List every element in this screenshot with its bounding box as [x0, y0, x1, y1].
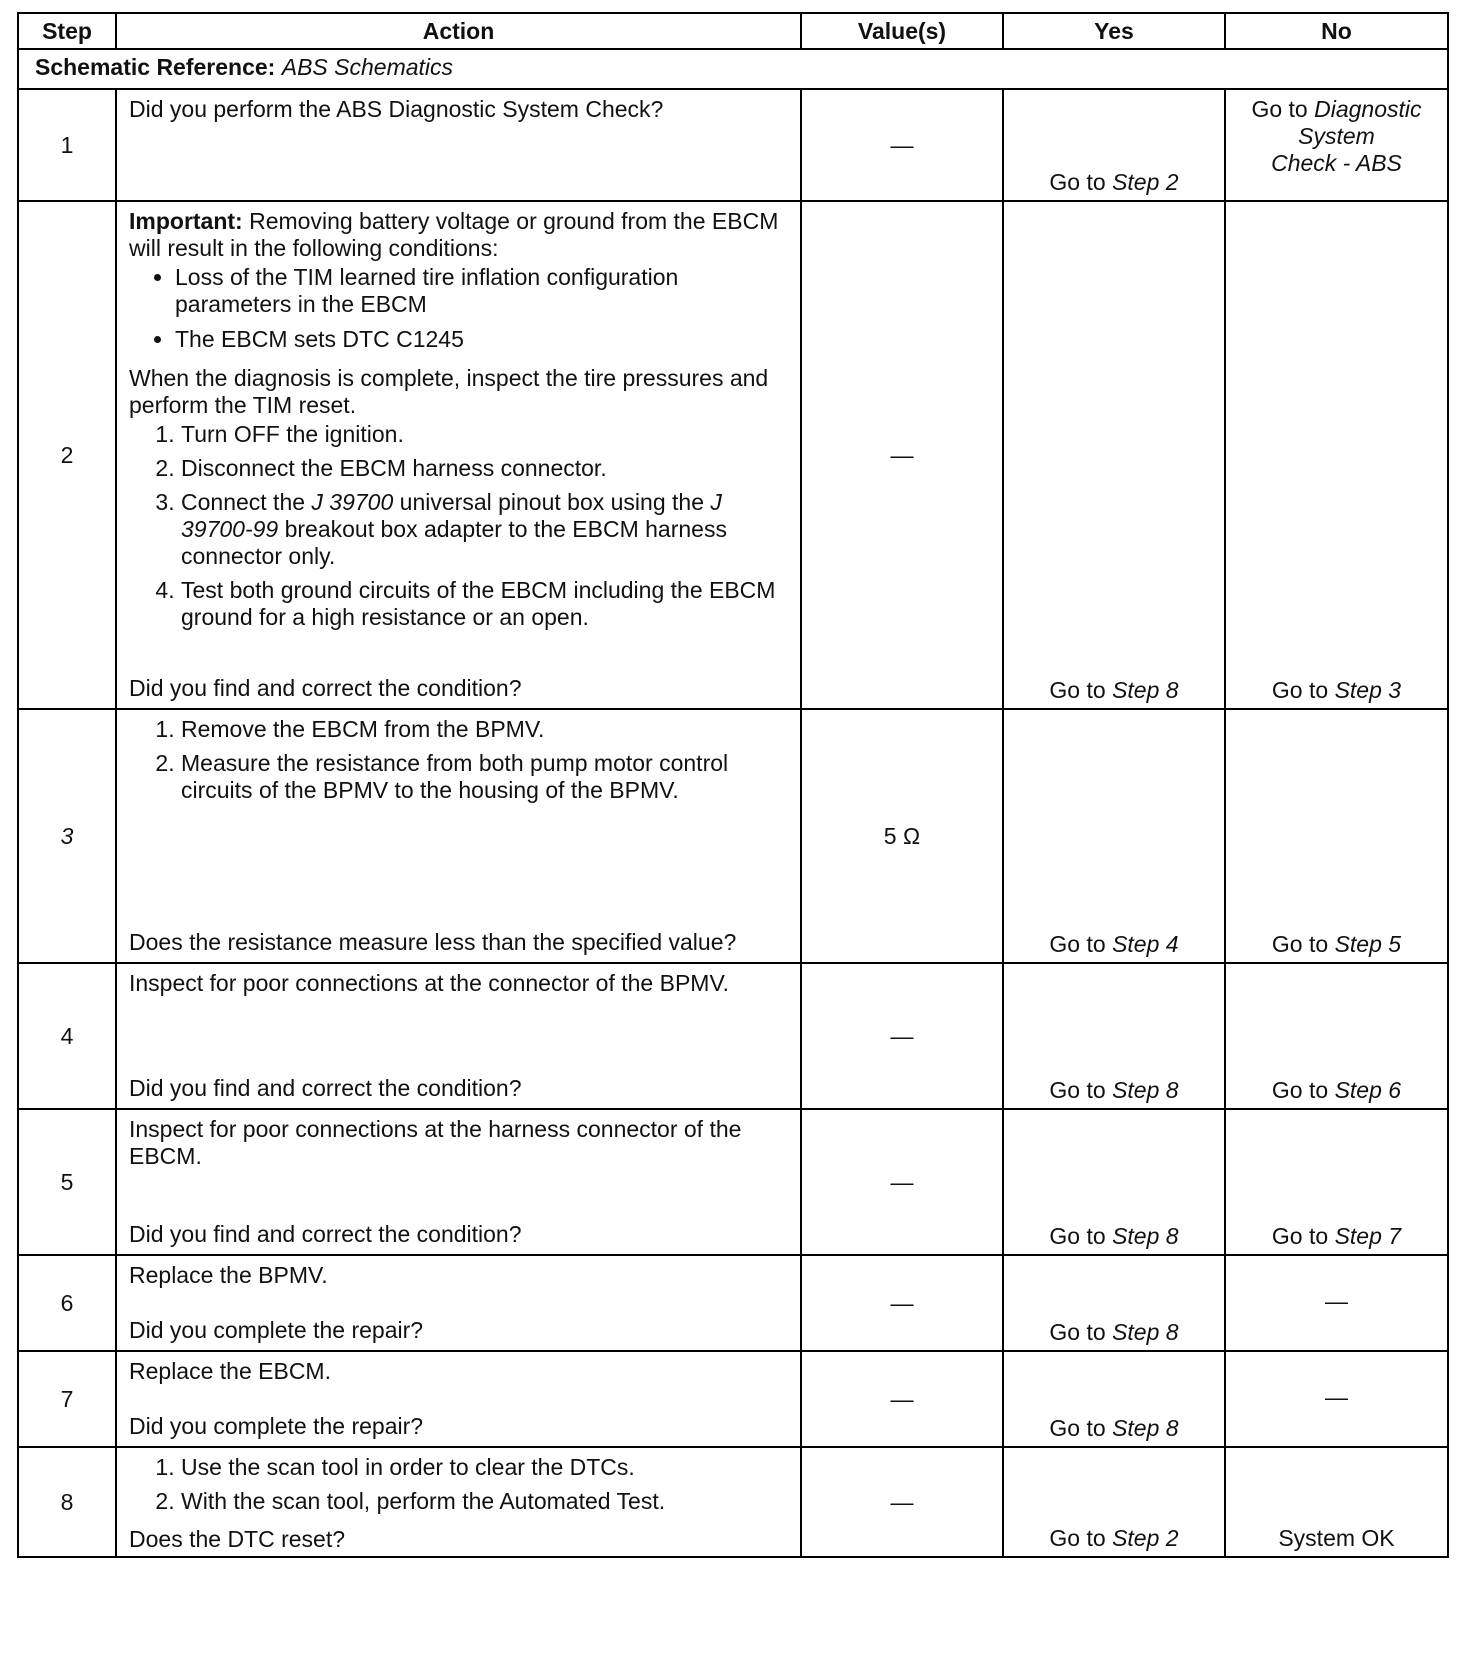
value-cell: — — [801, 1109, 1003, 1255]
yes-target-link[interactable]: Step 8 — [1112, 1319, 1179, 1345]
step-number: 1 — [18, 89, 116, 201]
list-item: 2. Measure the resistance from both pump motor control circuits of the BPMV to the housing of the BPMV. — [181, 750, 790, 804]
action-text: Inspect for poor connections at the harness connector of the EBCM. — [129, 1116, 742, 1169]
action-cell — [116, 1255, 801, 1351]
no-cell: Go to Step 6 — [1225, 963, 1448, 1109]
table-row — [18, 963, 1448, 1109]
action-text: Replace the BPMV. — [129, 1262, 328, 1288]
yes-target-link[interactable]: Step 2 — [1112, 1525, 1179, 1551]
list-item: 1. Remove the EBCM from the BPMV. — [181, 716, 790, 743]
yes-cell: Go to Step 8 — [1003, 201, 1225, 709]
step-number: 5 — [18, 1109, 116, 1255]
action-cell — [116, 201, 801, 709]
action-cell — [116, 963, 801, 1109]
schematic-reference — [18, 49, 1448, 89]
list-item: • The EBCM sets DTC C1245 — [175, 326, 790, 353]
yes-target-link[interactable]: Step 4 — [1112, 931, 1179, 957]
yes-cell: Go to Step 8 — [1003, 1351, 1225, 1447]
yes-target-link[interactable]: Step 8 — [1112, 1223, 1179, 1249]
list-item: 1. Use the scan tool in order to clear the DTCs. — [181, 1454, 790, 1481]
table-row — [18, 1447, 1448, 1557]
table-row — [18, 201, 1448, 709]
table-row — [18, 709, 1448, 963]
no-cell: System OK — [1225, 1447, 1448, 1557]
action-question: Did you find and correct the condition? — [129, 1221, 522, 1247]
schematic-reference-row — [18, 49, 1448, 89]
step-number: 7 — [18, 1351, 116, 1447]
list-item: • Loss of the TIM learned tire inflation configuration parameters in the EBCM — [175, 264, 790, 318]
table-row — [18, 89, 1448, 201]
action-question: Did you find and correct the condition? — [129, 675, 522, 701]
yes-cell: Go to Step 2 — [1003, 1447, 1225, 1557]
yes-target-link[interactable]: Step 2 — [1112, 169, 1179, 195]
action-cell — [116, 709, 801, 963]
action-question: Did you complete the repair? — [129, 1317, 424, 1343]
header-no: No — [1225, 13, 1448, 49]
no-cell: Go to Step 5 — [1225, 709, 1448, 963]
procedure-list — [129, 421, 790, 638]
no-target-link[interactable]: Diagnostic — [1314, 96, 1422, 122]
no-target-link[interactable]: Step 3 — [1334, 677, 1402, 703]
header-values: Value(s) — [801, 13, 1003, 49]
no-cell: Go to Step 3 — [1225, 201, 1448, 709]
value-cell: — — [801, 1255, 1003, 1351]
yes-target-link[interactable]: Step 8 — [1112, 677, 1179, 703]
important-label: Important: — [129, 208, 243, 234]
no-cell: — — [1225, 1255, 1448, 1351]
value-cell: — — [801, 1351, 1003, 1447]
value-cell: — — [801, 201, 1003, 709]
important-text: Removing battery voltage or ground from the EBCM will result in the following conditions: — [129, 208, 779, 261]
table-row — [18, 1255, 1448, 1351]
procedure-list — [129, 716, 790, 811]
step-number: 2 — [18, 201, 116, 709]
yes-cell: Go to Step 8 — [1003, 1255, 1225, 1351]
tool-ref: J 39700-99 — [181, 489, 722, 542]
note-text: When the diagnosis is complete, inspect the tire pressures and perform the TIM reset. — [129, 365, 769, 418]
yes-cell: Go to Step 8 — [1003, 963, 1225, 1109]
procedure-list — [129, 1454, 790, 1522]
action-question: Does the resistance measure less than the specified value? — [129, 929, 737, 955]
value-cell: — — [801, 1447, 1003, 1557]
action-text: Inspect for poor connections at the connector of the BPMV. — [129, 970, 730, 996]
action-text: Replace the EBCM. — [129, 1358, 331, 1384]
action-question: Did you complete the repair? — [129, 1413, 424, 1439]
step-number: 3 — [18, 709, 116, 963]
step-number: 6 — [18, 1255, 116, 1351]
value-cell: — — [801, 963, 1003, 1109]
value-cell: 5 Ω — [801, 709, 1003, 963]
no-cell: — — [1225, 1351, 1448, 1447]
header-step: Step — [18, 13, 116, 49]
header-yes: Yes — [1003, 13, 1225, 49]
condition-list — [129, 264, 790, 361]
list-item: 3. Connect the J 39700 universal pinout box using the J 39700-99 breakout box adapter to the EBCM harness connector only. — [181, 489, 790, 570]
yes-cell: Go to Step 2 — [1003, 89, 1225, 201]
yes-target-link[interactable]: Step 8 — [1112, 1415, 1179, 1441]
list-item: 2. Disconnect the EBCM harness connector. — [181, 455, 790, 482]
no-target-link[interactable]: Step 7 — [1334, 1223, 1402, 1249]
step-number: 4 — [18, 963, 116, 1109]
header-row — [18, 13, 1448, 49]
action-cell — [116, 1109, 801, 1255]
no-target-link[interactable]: Step 5 — [1334, 931, 1402, 957]
table-row — [18, 1351, 1448, 1447]
schematic-label: Schematic Reference: — [35, 54, 276, 80]
no-cell: Go to Diagnostic System Check - ABS — [1225, 89, 1448, 201]
action-cell — [116, 1447, 801, 1557]
table-row — [18, 1109, 1448, 1255]
action-question: Does the DTC reset? — [129, 1526, 346, 1552]
list-item: 1. Turn OFF the ignition. — [181, 421, 790, 448]
tool-ref: J 39700 — [311, 489, 394, 515]
list-item: 4. Test both ground circuits of the EBCM including the EBCM ground for a high resistance or an open. — [181, 577, 790, 631]
schematic-ref: ABS Schematics — [281, 54, 454, 80]
list-item: 2. With the scan tool, perform the Automated Test. — [181, 1488, 790, 1515]
action-cell — [116, 89, 801, 201]
action-cell — [116, 1351, 801, 1447]
step-number: 8 — [18, 1447, 116, 1557]
no-target-link[interactable]: Step 6 — [1334, 1077, 1402, 1103]
yes-target-link[interactable]: Step 8 — [1112, 1077, 1179, 1103]
diagnostic-table-page — [17, 12, 1447, 1558]
action-question: Did you find and correct the condition? — [129, 1075, 522, 1101]
value-cell: — — [801, 89, 1003, 201]
action-question: Did you perform the ABS Diagnostic System Check? — [129, 96, 664, 122]
yes-cell: Go to Step 4 — [1003, 709, 1225, 963]
no-cell: Go to Step 7 — [1225, 1109, 1448, 1255]
header-action: Action — [116, 13, 801, 49]
diagnostic-table — [17, 12, 1449, 1558]
yes-cell: Go to Step 8 — [1003, 1109, 1225, 1255]
